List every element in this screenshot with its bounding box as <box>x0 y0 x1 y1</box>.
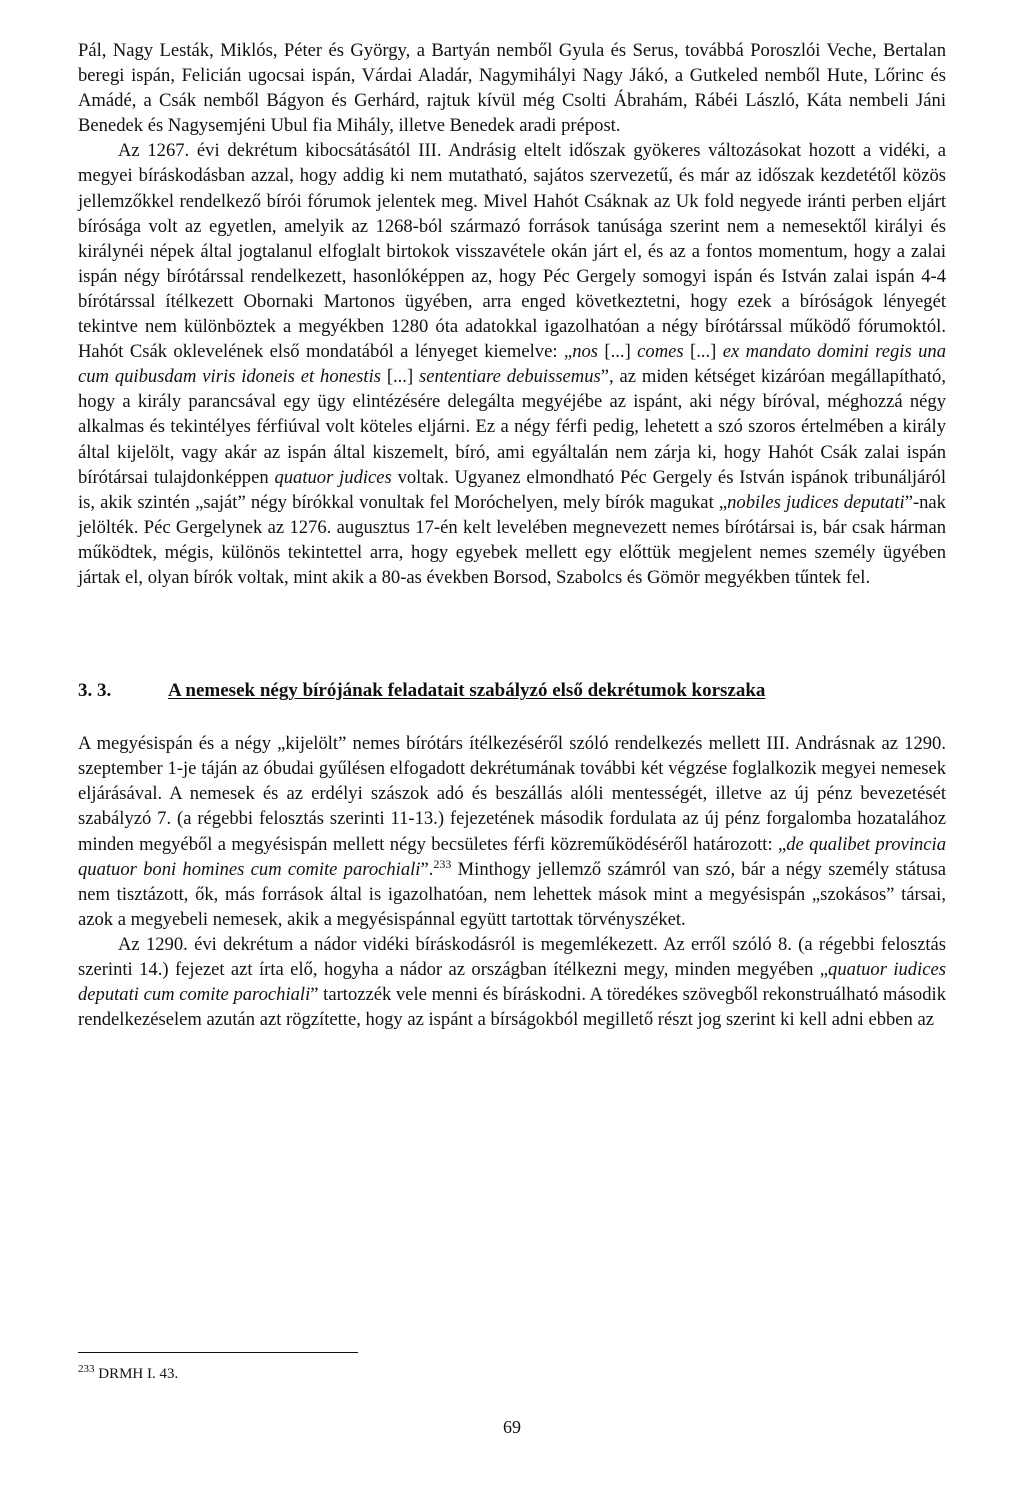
section-heading <box>78 678 946 703</box>
text-run: ”, az miden kétséget kizáróan megállapítható, hogy a király parancsával egy ügy elintézésére delegálta megyéjébe az ispánt, aki négy bíróval, méghozzá négy alkalmas és tekintélyes férfiúval volt köteles eljárni. Ez a négy férfi pedig, lehetett a szó szoros értelmében a király által kijelölt, vagy akár az ispán által kiszemelt, bíró, ami egyáltalán nem zárja ki, hogy Hahót Csák zalai ispán bírótársai tulajdonképpen <box>78 366 946 488</box>
footnote-number: 233 <box>78 1363 95 1375</box>
text-block-1 <box>78 38 946 590</box>
italic-text: comes <box>637 341 684 363</box>
footnote-ref: 233 <box>433 856 452 871</box>
text-run: [...] <box>683 341 723 363</box>
text-run: Minthogy jellemző számról van szó, bár a négy személy státusa nem tisztázott, ők, más források által is igazolhatóan, nem lehettek mások mint a megyésispán „szokásos” társai, azok a megyebeli nemesek, akik a megyésispánnal együtt tartottak törvényszéket. <box>78 858 946 930</box>
italic-text: nos <box>572 341 599 363</box>
paragraph <box>78 38 946 138</box>
page-number: 69 <box>503 1417 521 1437</box>
text-block-2 <box>78 731 946 1032</box>
paragraph <box>78 138 946 590</box>
italic-text: nobiles judices deputati <box>727 491 905 513</box>
text-run: A megyésispán és a négy „kijelölt” nemes bírótárs ítélkezéséről szóló rendelkezés mellett III. Andrásnak az 1290. szeptember 1-je táján az óbudai gyűlésen elfogadott dekrétumának további két végzése foglalkozik megyei nemesek eljárásával. A nemesek és az erdélyi szászok adó és beszállás alóli mentességét, illetve az új pénz bevezetését szabályzó 7. (a régebbi felosztás szerinti 11-13.) fejezetének második fordulata az új pénz forgalomba hozatalához minden megyéből a megyésispán mellett négy becsületes férfi közreműködéséről határozott: „ <box>78 733 946 855</box>
italic-text: sententiare debuissemus <box>419 366 601 388</box>
text-run: voltak. Ugyanez elmondható Péc Gergely és István ispánok tribunáljáról is, akik szintén „saját” négy bírókkal vonultak fel Moróchelyen, mely bírók magukat „ <box>78 466 946 513</box>
italic-text: quatuor judices <box>274 466 392 488</box>
text-run: [...] <box>598 341 638 363</box>
paragraph <box>78 932 946 1032</box>
footnote-text: DRMH I. 43. <box>98 1366 179 1382</box>
section-number: 3. 3. <box>78 680 112 702</box>
section-title: A nemesek négy bírójának feladatait szabályzó első dekrétumok korszaka <box>168 680 766 702</box>
footnote <box>78 1363 179 1383</box>
text-run: ”. <box>420 858 434 880</box>
text-run: Az 1267. évi dekrétum kibocsátásától III. Andrásig eltelt időszak gyökeres változásokat hozott a vidéki, a megyei bíráskodásban azzal, hogy addig ki nem mutatható, sajátos szervezetű, és már az időszak kezdetétől közös jellemzőkkel rendelkező bírói fórumok jelentek meg. Mivel Hahót Csáknak az Uk fold negyede iránti perben eljárt bírósága volt az egyetlen, amelyik az 1268-ból származó források tanúsága szerint nem a nemesektől királyi és királynéi népek által jogtalanul elfoglalt birtokok visszavétele okán járt el, és az a fontos momentum, hogy a zalai ispán négy bírótárssal rendelkezett, hasonlóképpen az, hogy Péc Gergely somogyi ispán és István zalai ispán 4-4 bírótárssal ítélkezett Obornaki Martonos ügyében, arra enged következtetni, hogy ezek a bíróságok lényegét tekintve nem különböztek a megyékben 1280 óta adatokkal igazolhatóan a négy bírótárssal működő fórumoktól. Hahót Csák oklevelének első mondatából a lényeget kiemelve: „ <box>78 140 946 363</box>
page-body <box>78 38 946 1032</box>
text-run: [...] <box>380 366 419 388</box>
paragraph <box>78 731 946 932</box>
text-run: Pál, Nagy Lesták, Miklós, Péter és György, a Bartyán nemből Gyula és Serus, továbbá Poroszlói Veche, Bertalan beregi ispán, Felicián ugocsai ispán, Várdai Aladár, Nagymihályi Nagy Jákó, a Gutkeled nemből Hute, Lőrinc és Amádé, a Csák nemből Bágyon és Gerhárd, rajtuk kívül még Csolti Ábrahám, Rábéi László, Káta nembeli Jáni Benedek és Nagysemjéni Ubul fia Mihály, illetve Benedek aradi prépost. <box>78 40 946 137</box>
text-run: ”-nak jelölték. Péc Gergelynek az 1276. augusztus 17-én kelt levelében megnevezett nemes bírótársai is, bár csak hárman működtek, mégis, különös tekintettel arra, hogy egyebek mellett egy előttük megjelent nemes személy ügyében jártak el, olyan bírók voltak, mint akik a 80-as években Borsod, Szabolcs és Gömör megyékben tűntek fel. <box>78 491 946 588</box>
italic-text: quatuor iudices deputati cum comite parochiali <box>78 959 947 1006</box>
italic-text: ex mandato domini regis una cum quibusdam viris idoneis et honestis <box>78 341 946 388</box>
footnote-divider <box>78 1352 358 1353</box>
text-run: ” tartozzék vele menni és bíráskodni. A töredékes szövegből rekonstruálható második rendelkezéselem azután azt rögzítette, hogy az ispánt a bírságokból megillető részt jog szerint ki kell adni ebben az <box>78 984 946 1031</box>
text-run: Az 1290. évi dekrétum a nádor vidéki bíráskodásról is megemlékezett. Az erről szóló 8. (a régebbi felosztás szerinti 14.) fejezet azt írta elő, hogyha a nádor az országban ítélkezni megy, minden megyében „ <box>78 933 946 980</box>
italic-text: de qualibet provincia quatuor boni homines cum comite parochiali <box>78 833 947 880</box>
